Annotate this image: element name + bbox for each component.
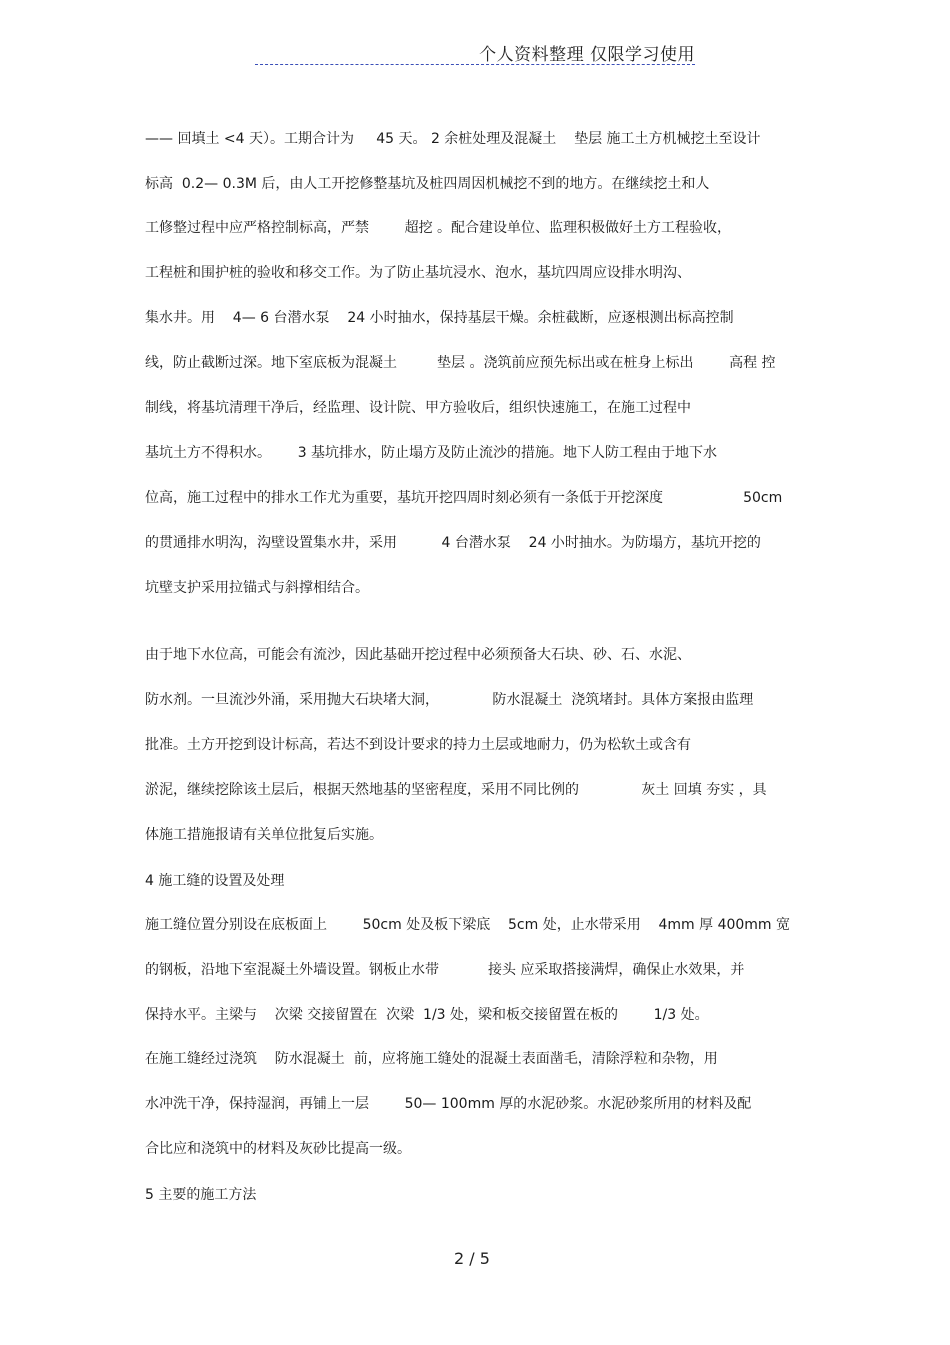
body-line: 合比应和浇筑中的材料及灰砂比提高一级。 [145, 1141, 411, 1157]
body-line: 在施工缝经过浇筑 防水混凝土 前，应将施工缝处的混凝土表面凿毛，清除浮粒和杂物，用 [145, 1051, 718, 1067]
body-line: 线，防止截断过深。地下室底板为混凝土 垫层 。浇筑前应预先标出或在桩身上标出 高程 控 [145, 355, 776, 371]
body-line: 制线，将基坑清理干净后，经监理、设计院、甲方验收后，组织快速施工，在施工过程中 [145, 400, 691, 416]
body-line: 保持水平。主梁与 次梁 交接留置在 次梁 1/3 处，梁和板交接留置在板的 1/3 处。 [145, 1007, 709, 1023]
body-line: 水冲洗干净，保持湿润，再铺上一层 50— 100mm 厚的水泥砂浆。水泥砂浆所用的材料及配 [145, 1096, 752, 1112]
body-line: 坑壁支护采用拉锚式与斜撑相结合。 [145, 580, 369, 596]
page-header: 个人资料整理 仅限学习使用 [479, 45, 695, 65]
page-number: 2 / 5 [454, 1249, 490, 1268]
body-line: 集水井。用 4— 6 台潜水泵 24 小时抽水，保持基层干燥。余桩截断，应逐根测出标高控制 [145, 310, 734, 326]
body-line: 的钢板，沿地下室混凝土外墙设置。钢板止水带 接头 应采取搭接满焊，确保止水效果，并 [145, 962, 745, 978]
section-heading: 4 施工缝的设置及处理 [145, 873, 285, 889]
body-line: 体施工措施报请有关单位批复后实施。 [145, 827, 383, 843]
page-footer [0, 1249, 950, 1268]
body-line: 基坑土方不得积水。 3 基坑排水，防止塌方及防止流沙的措施。地下人防工程由于地下水 [145, 445, 718, 461]
body-line: 施工缝位置分别设在底板面上 50cm 处及板下梁底 5cm 处，止水带采用 4mm 厚 400mm 宽 [145, 917, 791, 933]
header-dashed-rule [255, 64, 695, 65]
body-line: 淤泥，继续挖除该土层后，根据天然地基的坚密程度，采用不同比例的 灰土 回填 夯实 ，具 [145, 782, 767, 798]
body-line: 防水剂。一旦流沙外涌，采用抛大石块堵大洞， 防水混凝土 浇筑堵封。具体方案报由监理 [145, 692, 754, 708]
body-line: —— 回填土 <4 天）。工期合计为 45 天。 2 余桩处理及混凝土 垫层 施工土方机械挖土至设计 [145, 131, 761, 147]
body-line: 工修整过程中应严格控制标高，严禁 超挖 。配合建设单位、监理积极做好土方工程验收， [145, 220, 732, 236]
body-line: 工程桩和围护桩的验收和移交工作。为了防止基坑浸水、泡水，基坑四周应设排水明沟、 [145, 265, 691, 281]
section-heading: 5 主要的施工方法 [145, 1187, 257, 1203]
body-line: 批准。土方开挖到设计标高，若达不到设计要求的持力土层或地耐力，仍为松软土或含有 [145, 737, 691, 753]
body-line: 的贯通排水明沟，沟壁设置集水井，采用 4 台潜水泵 24 小时抽水。为防塌方，基坑开挖的 [145, 535, 761, 551]
body-line: 由于地下水位高，可能会有流沙，因此基础开挖过程中必须预备大石块、砂、石、水泥、 [145, 647, 691, 663]
body-line: 位高，施工过程中的排水工作尤为重要，基坑开挖四周时刻必须有一条低于开挖深度 50cm [145, 490, 783, 506]
body-line: 标高 0.2— 0.3M 后，由人工开挖修整基坑及桩四周因机械挖不到的地方。在继续挖土和人 [145, 176, 710, 192]
